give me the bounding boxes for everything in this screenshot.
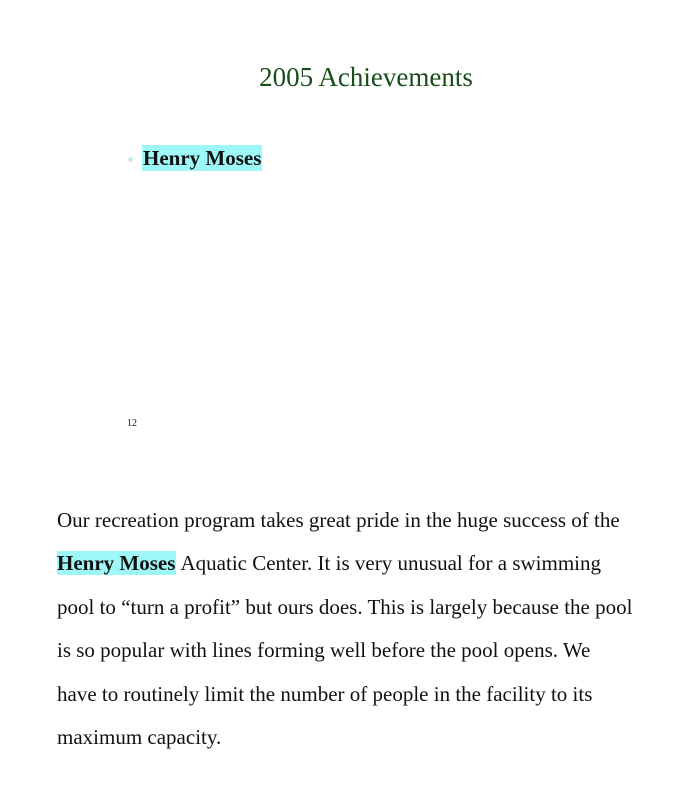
paragraph-line: is so popular with lines forming well before the pool opens. We: [57, 638, 591, 663]
page-number: 12: [127, 418, 137, 429]
paragraph-line: Our recreation program takes great pride in the huge success of the: [57, 508, 620, 532]
bullet-list-item: [128, 144, 262, 172]
paragraph-text: Aquatic Center. It is very unusual for a swimming: [176, 551, 601, 576]
highlighted-name: Henry Moses: [143, 146, 262, 170]
page-title: 2005 Achievements: [259, 62, 473, 92]
paragraph-line: [57, 542, 677, 585]
paragraph-line: pool to “turn a profit” but ours does. This is largely because the pool: [57, 594, 633, 619]
paragraph-line: have to routinely limit the number of people in the facility to its: [57, 681, 593, 706]
body-paragraph: [57, 499, 677, 759]
paragraph-line: maximum capacity.: [57, 725, 222, 750]
highlighted-name: Henry Moses: [57, 551, 176, 576]
bullet-dot-icon: [128, 157, 133, 162]
